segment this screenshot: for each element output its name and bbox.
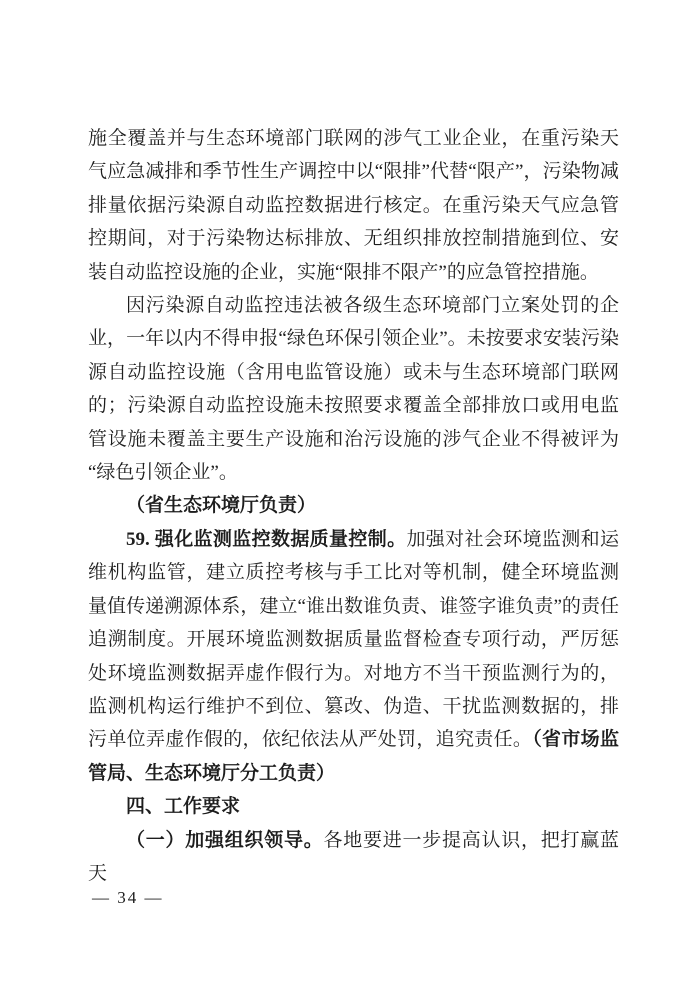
clause-59-heading: 59. 强化监测监控数据质量控制。 xyxy=(126,528,407,550)
page-number: — 34 — xyxy=(92,888,164,907)
clause-59-attribution: （省市场监管局、生态环境厅分工负责） xyxy=(88,729,619,784)
paragraph-clause-59 xyxy=(88,523,619,790)
item-1-lead: （一）加强组织领导。 xyxy=(126,829,324,851)
paragraph-emission-control-continuation: 施全覆盖并与生态环境部门联网的涉气工业企业，在重污染天气应急减排和季节性生产调控中以“限排”代替“限产”，污染物减排量依据污染源自动监控数据进行核定。在重污染天气应急管控期间，对于污染物达标排放、无组织排放控制措施到位、安装自动监控设施的企业，实施“限排不限产”的应急管控措施。 xyxy=(88,128,619,283)
document-body xyxy=(88,122,619,890)
item-1-body: 各地要进一步提高认识，把打赢蓝天 xyxy=(88,829,619,884)
clause-59-body: 加强对社会环境监测和运维机构监管，建立质控考核与手工比对等机制，健全环境监测量值传递溯源体系，建立“谁出数谁负责、谁签字谁负责”的责任追溯制度。开展环境监测数据质量监督检查专项行动，严厉惩处环境监测数据弄虚作假行为。对地方不当干预监测行为的，监测机构运行维护不到位、篡改、伪造、干扰监测数据的，排污单位弄虚作假的，依纪依法从严处罚，追究责任。 xyxy=(88,528,619,751)
paragraph-monitoring-violation: 因污染源自动监控违法被各级生态环境部门立案处罚的企业，一年以内不得申报“绿色环保引领企业”。未按要求安装污染源自动监控设施（含用电监管设施）或未与生态环境部门联网的；污染源自动监控设施未按照要求覆盖全部排放口或用电监管设施未覆盖主要生产设施和治污设施的涉气企业不得被评为“绿色引领企业”。 xyxy=(88,295,619,484)
attribution-ecology-department: （省生态环境厅负责） xyxy=(126,495,317,517)
section-heading-work-requirements: 四、工作要求 xyxy=(126,796,241,818)
paragraph-item-1-organization-leadership xyxy=(88,824,619,891)
